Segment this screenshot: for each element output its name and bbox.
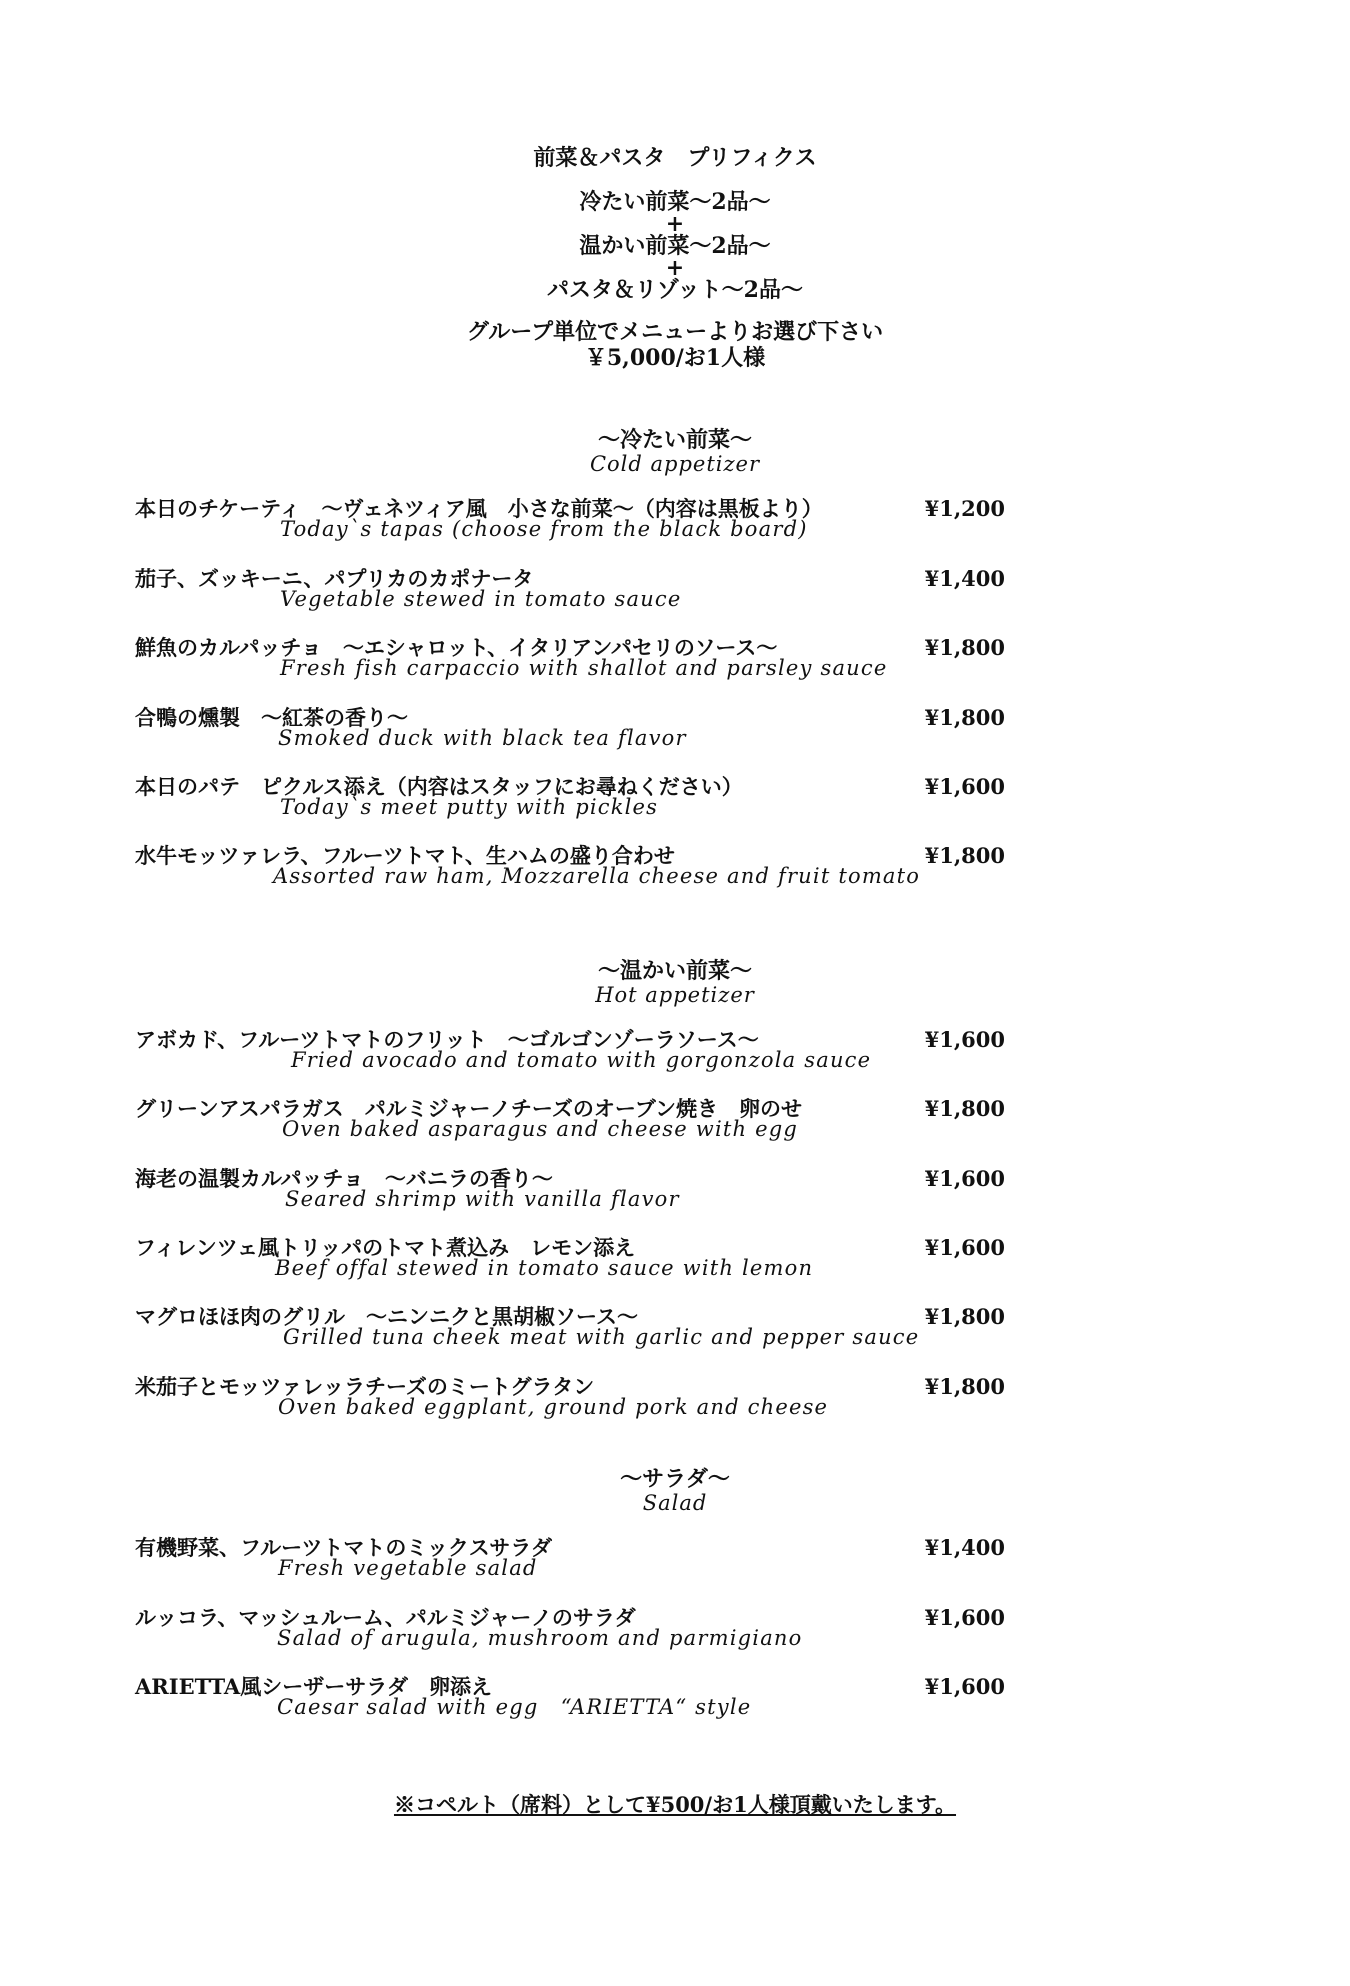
course-cold: 冷たい前菜～2品～ [579,189,771,215]
item-name-jp: フィレンツェ風トリッパのトマト煮込み レモン添え [135,1235,636,1260]
coperto-text: ※コペルト（席料）として¥500/お1人様頂戴いたします。 [393,1792,957,1817]
item-price: ¥1,800 [924,705,1005,730]
menu-item [135,1535,1005,1583]
section-title-en: Salad [642,1491,708,1515]
menu-item [135,705,1005,753]
item-name-en: Oven baked asparagus and cheese with egg [282,1117,799,1141]
menu-item [135,1096,1005,1144]
menu-item [135,774,1005,822]
item-price: ¥1,800 [924,1374,1005,1399]
item-price: ¥1,600 [924,1027,1005,1052]
menu-item [135,1605,1005,1653]
item-name-en: Oven baked eggplant, ground pork and cheese [278,1395,829,1419]
item-name-en: Fried avocado and tomato with gorgonzola sauce [291,1048,872,1072]
item-name-en: Today`s tapas (choose from the black board) [280,517,808,541]
item-price: ¥1,800 [924,1304,1005,1329]
item-price: ¥1,600 [924,1235,1005,1260]
item-name-en: Caesar salad with egg “ARIETTA“ style [277,1695,752,1719]
item-name-jp: 合鴨の燻製 ～紅茶の香り～ [135,705,408,730]
item-name-jp: 茄子、ズッキーニ、パプリカのカポナータ [135,566,534,591]
item-name-jp: ARIETTA風シーザーサラダ 卵添え [135,1674,493,1699]
item-price: ¥1,400 [924,1535,1005,1560]
item-name-en: Salad of arugula, mushroom and parmigiano [277,1626,803,1650]
item-name-jp: 海老の温製カルパッチョ ～バニラの香り～ [135,1166,553,1191]
section-title-jp: ～温かい前菜～ [597,958,752,984]
item-name-jp: 鮮魚のカルパッチョ ～エシャロット、イタリアンパセリのソース～ [135,635,778,660]
item-price: ¥1,800 [924,843,1005,868]
item-price: ¥1,200 [924,496,1005,521]
item-name-en: Today`s meet putty with pickles [280,795,659,819]
menu-item [135,1374,1005,1422]
item-price: ¥1,600 [924,1605,1005,1630]
course-hot: 温かい前菜～2品～ [579,233,771,259]
cold-section-heading [0,427,1350,475]
item-name-jp: 水牛モッツァレラ、フルーツトマト、生ハムの盛り合わせ [135,843,675,868]
item-name-en: Vegetable stewed in tomato sauce [280,587,682,611]
item-name-en: Smoked duck with black tea flavor [278,726,687,750]
menu-title: 前菜＆パスタ プリフィクス [533,145,817,171]
item-name-jp: マグロほほ肉のグリル ～ニンニクと黒胡椒ソース～ [135,1304,638,1329]
item-name-en: Assorted raw ham, Mozzarella cheese and fruit tomato [273,864,921,888]
item-name-jp: 有機野菜、フルーツトマトのミックスサラダ [135,1535,553,1560]
item-price: ¥1,600 [924,774,1005,799]
menu-item [135,635,1005,683]
section-title-en: Hot appetizer [595,983,755,1007]
section-title-en: Cold appetizer [589,452,761,476]
course-price: ￥5,000/お1人様 [584,345,766,371]
item-name-en: Fresh fish carpaccio with shallot and parsley sauce [280,656,888,680]
item-price: ¥1,400 [924,566,1005,591]
menu-item [135,1235,1005,1283]
prix-fixe-header [0,145,1350,371]
salad-section-heading [0,1466,1350,1514]
item-price: ¥1,800 [924,1096,1005,1121]
item-name-jp: 本日のチケーティ ～ヴェネツィア風 小さな前菜～（内容は黒板より） [135,496,823,521]
menu-item [135,1027,1005,1075]
item-name-jp: 米茄子とモッツァレッラチーズのミートグラタン [135,1374,595,1399]
menu-item [135,496,1005,544]
item-name-jp: グリーンアスパラガス パルミジャーノチーズのオーブン焼き 卵のせ [135,1096,802,1121]
item-price: ¥1,600 [924,1674,1005,1699]
menu-item [135,1166,1005,1214]
menu-item [135,1304,1005,1352]
selection-note: グループ単位でメニューよりお選び下さい [466,319,884,345]
menu-item [135,843,1005,891]
item-name-en: Fresh vegetable salad [278,1556,538,1580]
item-name-en: Seared shrimp with vanilla flavor [285,1187,680,1211]
plus-sign: + [665,211,685,237]
item-price: ¥1,800 [924,635,1005,660]
section-title-jp: ～冷たい前菜～ [597,427,752,453]
menu-item [135,1674,1005,1722]
item-name-jp: アボカド、フルーツトマトのフリット ～ゴルゴンゾーラソース～ [135,1027,759,1052]
plus-sign: + [665,255,685,281]
coperto-note [0,1789,1350,1819]
item-name-jp: 本日のパテ ピクルス添え（内容はスタッフにお尋ねください） [135,774,743,799]
item-price: ¥1,600 [924,1166,1005,1191]
item-name-en: Grilled tuna cheek meat with garlic and pepper sauce [283,1325,920,1349]
item-name-jp: ルッコラ、マッシュルーム、パルミジャーノのサラダ [135,1605,636,1630]
course-pasta: パスタ＆リゾット～2品～ [547,277,803,303]
item-name-en: Beef offal stewed in tomato sauce with lemon [275,1256,814,1280]
menu-item [135,566,1005,614]
section-title-jp: ～サラダ～ [620,1466,730,1492]
hot-section-heading [0,958,1350,1006]
